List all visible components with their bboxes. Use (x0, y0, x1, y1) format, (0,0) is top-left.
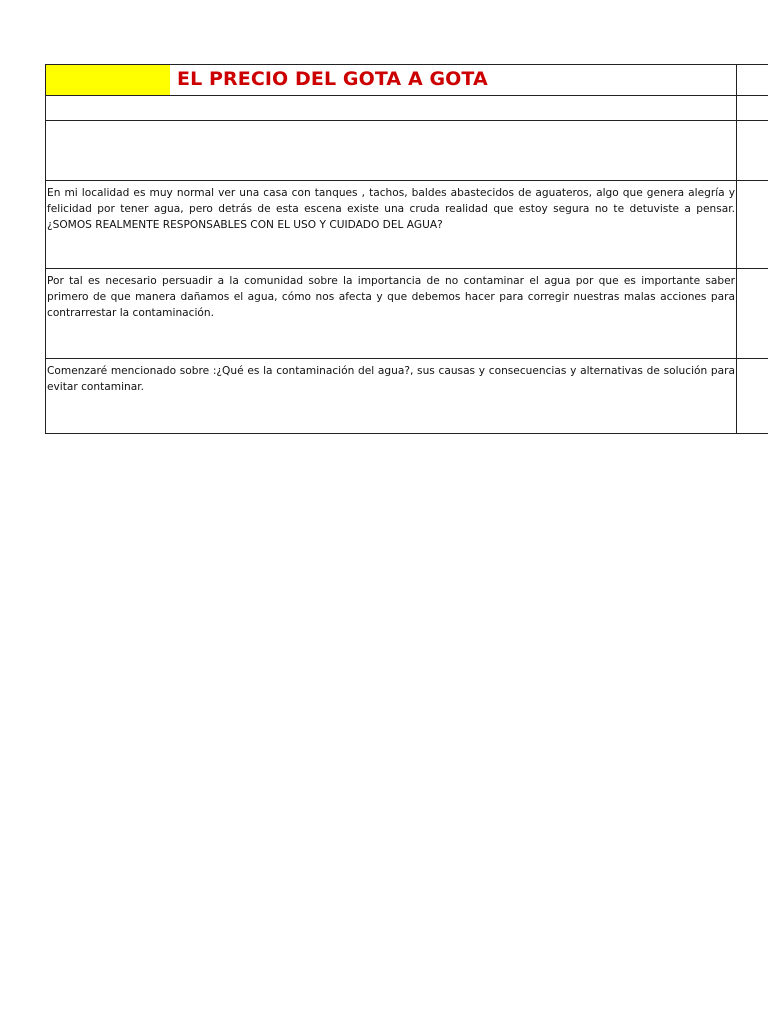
side-cell[interactable] (737, 181, 768, 269)
side-cell[interactable] (737, 65, 768, 96)
side-cell[interactable] (737, 121, 768, 181)
title-row (46, 65, 768, 96)
paragraph-outline: Comenzaré mencionado sobre :¿Qué es la contaminación del agua?, sus causas y consecuencias y alternativas de solución para evitar contaminar. (47, 365, 735, 393)
paragraph-row (46, 269, 768, 359)
paragraph-row (46, 359, 768, 434)
paragraph-cell[interactable] (46, 359, 737, 434)
paragraph-purpose: Por tal es necesario persuadir a la comunidad sobre la importancia de no contaminar el agua por que es importante saber primero de que manera dañamos el agua, cómo nos afecta y que debemos hacer para corregir nuestras malas acciones para contrarrestar la contaminación. (47, 275, 735, 319)
empty-cell[interactable] (46, 121, 737, 181)
side-cell[interactable] (737, 269, 768, 359)
title-cell[interactable] (46, 65, 737, 96)
paragraph-cell[interactable] (46, 181, 737, 269)
document-title: EL PRECIO DEL GOTA A GOTA (177, 68, 488, 90)
content-table (45, 64, 768, 434)
paragraph-cell[interactable] (46, 269, 737, 359)
empty-cell[interactable] (46, 96, 737, 121)
side-cell[interactable] (737, 96, 768, 121)
yellow-highlight-cell (46, 65, 170, 95)
spreadsheet-page (45, 64, 768, 434)
empty-row (46, 121, 768, 181)
empty-row (46, 96, 768, 121)
paragraph-row (46, 181, 768, 269)
side-cell[interactable] (737, 359, 768, 434)
paragraph-intro: En mi localidad es muy normal ver una casa con tanques , tachos, baldes abastecidos de aguateros, algo que genera alegría y felicidad por tener agua, pero detrás de esta escena existe una cruda realidad que estoy segura no te detuviste a pensar. ¿SOMOS REALMENTE RESPONSABLES CON EL USO Y CUIDADO DEL AGUA? (47, 187, 735, 231)
